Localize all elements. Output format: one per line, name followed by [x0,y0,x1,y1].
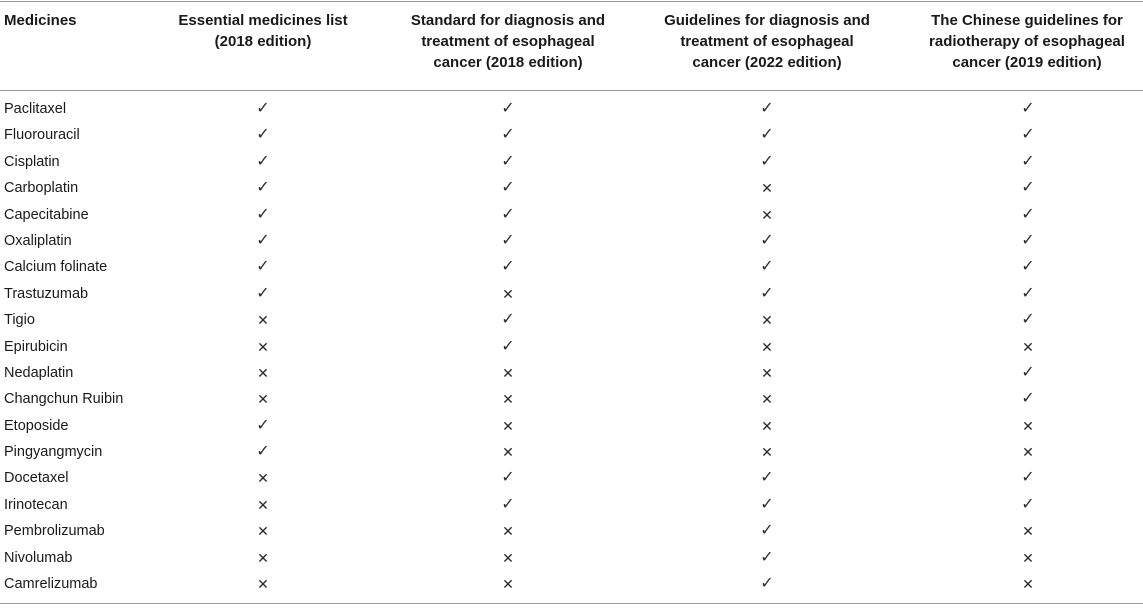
check-mark-icon: ✓ [1021,311,1035,329]
medicine-name: Pembrolizumab [4,523,105,540]
medicine-name: Docetaxel [4,470,69,487]
check-mark-icon: ✓ [760,495,774,513]
check-mark-icon: ✓ [1021,284,1035,302]
cross-mark-icon: ✕ [761,180,773,197]
check-mark-icon: ✓ [256,416,270,434]
cross-mark-icon: ✕ [502,364,514,381]
cross-mark-icon: ✕ [761,364,773,381]
cross-mark-icon: ✕ [502,576,514,593]
check-mark-icon: ✓ [760,522,774,540]
check-mark-icon: ✓ [1021,363,1035,381]
cross-mark-icon: ✕ [257,576,269,593]
table-row [0,571,1143,597]
header-radiotherapy-2019 [912,10,1142,73]
table-row [0,360,1143,386]
header-line: radiotherapy of esophageal [929,33,1125,50]
cross-mark-icon: ✕ [1022,576,1034,593]
check-mark-icon: ✓ [760,284,774,302]
cross-mark-icon: ✕ [502,417,514,434]
header-line: cancer (2018 edition) [433,54,583,71]
medicine-name: Cisplatin [4,153,60,170]
medicine-name: Irinotecan [4,496,68,513]
header-standard-2018 [393,10,623,73]
check-mark-icon: ✓ [760,548,774,566]
check-mark-icon: ✓ [501,179,515,197]
cross-mark-icon: ✕ [1022,549,1034,566]
header-line: treatment of esophageal [421,33,595,50]
check-mark-icon: ✓ [760,100,774,117]
cross-mark-icon: ✕ [502,444,514,461]
check-mark-icon: ✓ [1021,390,1035,408]
cross-mark-icon: ✕ [257,470,269,487]
check-mark-icon: ✓ [1021,469,1035,487]
table-header [0,10,1143,80]
medicine-name: Paclitaxel [4,101,67,117]
table-body [0,96,1143,597]
check-mark-icon: ✓ [760,575,774,593]
table-row [0,228,1143,254]
check-mark-icon: ✓ [501,100,515,117]
table-row [0,492,1143,518]
check-mark-icon: ✓ [501,495,515,513]
check-mark-icon: ✓ [501,469,515,487]
cross-mark-icon: ✕ [257,364,269,381]
check-mark-icon: ✓ [760,126,774,144]
medicine-name: Camrelizumab [4,576,98,593]
check-mark-icon: ✓ [256,152,270,170]
table-row [0,254,1143,280]
cross-mark-icon: ✕ [502,549,514,566]
header-essential-medicines-list [163,10,363,52]
header-line: Standard for diagnosis and [410,12,606,29]
medicine-name: Oxaliplatin [4,232,72,249]
header-line: Guidelines for diagnosis and [664,12,870,29]
cross-mark-icon: ✕ [257,391,269,408]
table-row [0,122,1143,148]
medicine-name: Nivolumab [4,549,73,566]
cross-mark-icon: ✕ [257,312,269,329]
cross-mark-icon: ✕ [257,338,269,355]
cross-mark-icon: ✕ [761,417,773,434]
header-medicines [4,10,77,31]
check-mark-icon: ✓ [501,337,515,355]
check-mark-icon: ✓ [760,469,774,487]
check-mark-icon: ✓ [1021,100,1035,117]
header-line: treatment of esophageal [680,33,854,50]
check-mark-icon: ✓ [256,205,270,223]
check-mark-icon: ✓ [501,311,515,329]
header-line: cancer (2022 edition) [692,54,842,71]
check-mark-icon: ✓ [501,152,515,170]
cross-mark-icon: ✕ [257,549,269,566]
check-mark-icon: ✓ [256,443,270,461]
cross-mark-icon: ✕ [761,444,773,461]
table-row [0,175,1143,201]
check-mark-icon: ✓ [256,126,270,144]
medicine-name: Trastuzumab [4,285,89,302]
cross-mark-icon: ✕ [502,285,514,302]
cross-mark-icon: ✕ [502,523,514,540]
header-divider-rule [0,90,1143,91]
check-mark-icon: ✓ [1021,258,1035,276]
cross-mark-icon: ✕ [1022,338,1034,355]
header-line: Medicines [4,12,77,29]
table-row [0,334,1143,360]
check-mark-icon: ✓ [1021,231,1035,249]
medicine-name: Calcium folinate [4,259,108,276]
cross-mark-icon: ✕ [1022,523,1034,540]
table-row [0,149,1143,175]
check-mark-icon: ✓ [256,100,270,117]
check-mark-icon: ✓ [501,231,515,249]
cross-mark-icon: ✕ [761,312,773,329]
header-line: (2018 edition) [214,33,312,50]
table-row [0,439,1143,465]
header-line: Essential medicines list [178,12,348,29]
medicine-name: Etoposide [4,417,69,434]
check-mark-icon: ✓ [760,258,774,276]
table-row [0,413,1143,439]
medicine-name: Epirubicin [4,338,68,355]
table-bottom-rule [0,603,1143,604]
medicine-name: Carboplatin [4,180,79,197]
cross-mark-icon: ✕ [257,496,269,513]
check-mark-icon: ✓ [256,231,270,249]
table-row [0,281,1143,307]
cross-mark-icon: ✕ [761,391,773,408]
table-top-rule [0,1,1143,2]
header-line: The Chinese guidelines for [931,12,1123,29]
table-row [0,545,1143,571]
check-mark-icon: ✓ [501,126,515,144]
table-row [0,386,1143,412]
check-mark-icon: ✓ [256,284,270,302]
cross-mark-icon: ✕ [761,206,773,223]
table-row [0,202,1143,228]
check-mark-icon: ✓ [1021,126,1035,144]
medicine-name: Changchun Ruibin [4,391,124,408]
medicine-name: Nedaplatin [4,364,74,381]
check-mark-icon: ✓ [501,205,515,223]
table-row [0,307,1143,333]
cross-mark-icon: ✕ [1022,417,1034,434]
medicine-name: Capecitabine [4,206,89,223]
table-row [0,465,1143,491]
medicine-name: Pingyangmycin [4,444,103,461]
check-mark-icon: ✓ [1021,205,1035,223]
cross-mark-icon: ✕ [257,523,269,540]
check-mark-icon: ✓ [501,258,515,276]
cross-mark-icon: ✕ [761,338,773,355]
cross-mark-icon: ✕ [502,391,514,408]
check-mark-icon: ✓ [256,179,270,197]
header-line: cancer (2019 edition) [952,54,1102,71]
table-row [0,518,1143,544]
check-mark-icon: ✓ [1021,152,1035,170]
check-mark-icon: ✓ [760,152,774,170]
check-mark-icon: ✓ [1021,495,1035,513]
table-row [0,96,1143,122]
check-mark-icon: ✓ [760,231,774,249]
medicine-name: Tigio [4,312,35,329]
check-mark-icon: ✓ [1021,179,1035,197]
medicine-name: Fluorouracil [4,127,80,144]
cross-mark-icon: ✕ [1022,444,1034,461]
header-guidelines-2022 [652,10,882,73]
check-mark-icon: ✓ [256,258,270,276]
